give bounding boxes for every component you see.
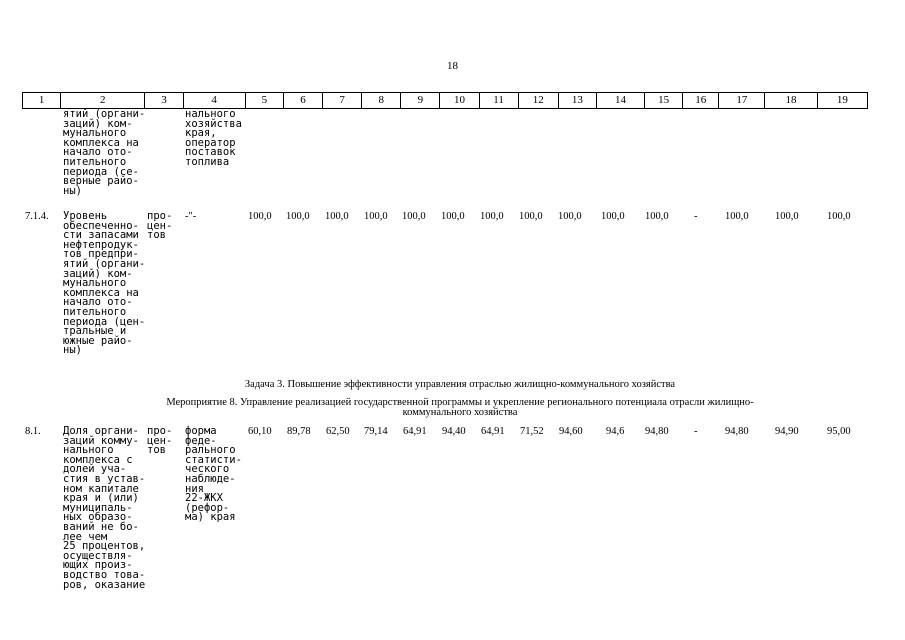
value-col-12: 71,52 bbox=[520, 426, 544, 437]
value-col-17: 94,80 bbox=[725, 426, 749, 437]
value-col-7: 62,50 bbox=[326, 426, 350, 437]
value-col-5: 60,10 bbox=[248, 426, 272, 437]
continuation-source: нального хозяйства края, оператор поставок топлива bbox=[185, 108, 242, 168]
continuation-indicator-name: ятий (органи- заций) ком- мунального комплекса на начало ото- пительного периода (се- верные райо- ны) bbox=[63, 108, 146, 197]
measure-heading: Мероприятие 8. Управление реализацией государственной программы и укрепление регионального потенциала отрасли жилищно- bbox=[166, 397, 754, 408]
column-header-17: 17 bbox=[719, 93, 765, 109]
value-col-14: 100,0 bbox=[601, 211, 625, 222]
column-header-19: 19 bbox=[817, 93, 867, 109]
value-col-8: 100,0 bbox=[364, 211, 388, 222]
row-number: 8.1. bbox=[25, 426, 41, 437]
value-col-9: 100,0 bbox=[402, 211, 426, 222]
column-header-16: 16 bbox=[683, 93, 719, 109]
value-col-17: 100,0 bbox=[725, 211, 749, 222]
value-col-10: 94,40 bbox=[442, 426, 466, 437]
value-col-13: 94,60 bbox=[559, 426, 583, 437]
value-col-19: 95,00 bbox=[827, 426, 851, 437]
value-col-11: 100,0 bbox=[480, 211, 504, 222]
column-header-12: 12 bbox=[518, 93, 558, 109]
column-header-18: 18 bbox=[765, 93, 817, 109]
value-col-13: 100,0 bbox=[558, 211, 582, 222]
row-number: 7.1.4. bbox=[25, 211, 49, 222]
column-header-13: 13 bbox=[558, 93, 596, 109]
value-col-7: 100,0 bbox=[325, 211, 349, 222]
column-header-2: 2 bbox=[61, 93, 145, 109]
value-col-12: 100,0 bbox=[519, 211, 543, 222]
column-header-3: 3 bbox=[145, 93, 183, 109]
value-col-18: 94,90 bbox=[775, 426, 799, 437]
column-header-8: 8 bbox=[362, 93, 401, 109]
value-col-6: 100,0 bbox=[286, 211, 310, 222]
column-header-1: 1 bbox=[23, 93, 61, 109]
value-col-15: 100,0 bbox=[645, 211, 669, 222]
value-col-14: 94,6 bbox=[606, 426, 625, 437]
value-col-19: 100,0 bbox=[827, 211, 851, 222]
column-header-15: 15 bbox=[645, 93, 683, 109]
column-header-6: 6 bbox=[283, 93, 322, 109]
task-heading: Задача 3. Повышение эффективности управления отраслью жилищно-коммунального хозяйства bbox=[244, 379, 676, 390]
value-col-16: - bbox=[694, 426, 698, 437]
unit-of-measure: про- цен- тов bbox=[147, 425, 173, 457]
column-header-4: 4 bbox=[183, 93, 245, 109]
column-header-14: 14 bbox=[596, 93, 644, 109]
column-header-7: 7 bbox=[323, 93, 362, 109]
value-col-18: 100,0 bbox=[775, 211, 799, 222]
value-col-11: 64,91 bbox=[481, 426, 505, 437]
value-col-16: - bbox=[694, 211, 698, 222]
data-source: -"- bbox=[185, 211, 197, 222]
value-col-8: 79,14 bbox=[364, 426, 388, 437]
value-col-9: 64,91 bbox=[403, 426, 427, 437]
value-col-10: 100,0 bbox=[441, 211, 465, 222]
indicator-name: Уровень обеспеченно- сти запасами нефтепродук- тов предпри- ятий (органи- заций) ком- мунального комплекса на начало ото- пительного периода (цен- тральные и южные райо- ны) bbox=[63, 210, 146, 357]
value-col-15: 94,80 bbox=[645, 426, 669, 437]
measure-heading-continuation: коммунального хозяйства bbox=[402, 407, 518, 418]
unit-of-measure: про- цен- тов bbox=[147, 210, 173, 242]
page-number: 18 bbox=[447, 60, 458, 72]
value-col-6: 89,78 bbox=[287, 426, 311, 437]
value-col-5: 100,0 bbox=[248, 211, 272, 222]
data-source: форма феде- рального статисти- ческого наблюде- ния 22-ЖКХ (рефор- ма) края bbox=[185, 425, 242, 524]
column-header-10: 10 bbox=[440, 93, 479, 109]
column-header-9: 9 bbox=[401, 93, 440, 109]
indicator-name: Доля органи- заций комму- нального комплекса с долей уча- стия в устав- ном капитале края и (или) муниципаль- ных образо- ваний не бо- лее чем 25 процентов, осуществля- ющих произ- водство това- ров, оказание bbox=[63, 425, 146, 591]
column-header-5: 5 bbox=[245, 93, 283, 109]
column-header-11: 11 bbox=[479, 93, 518, 109]
